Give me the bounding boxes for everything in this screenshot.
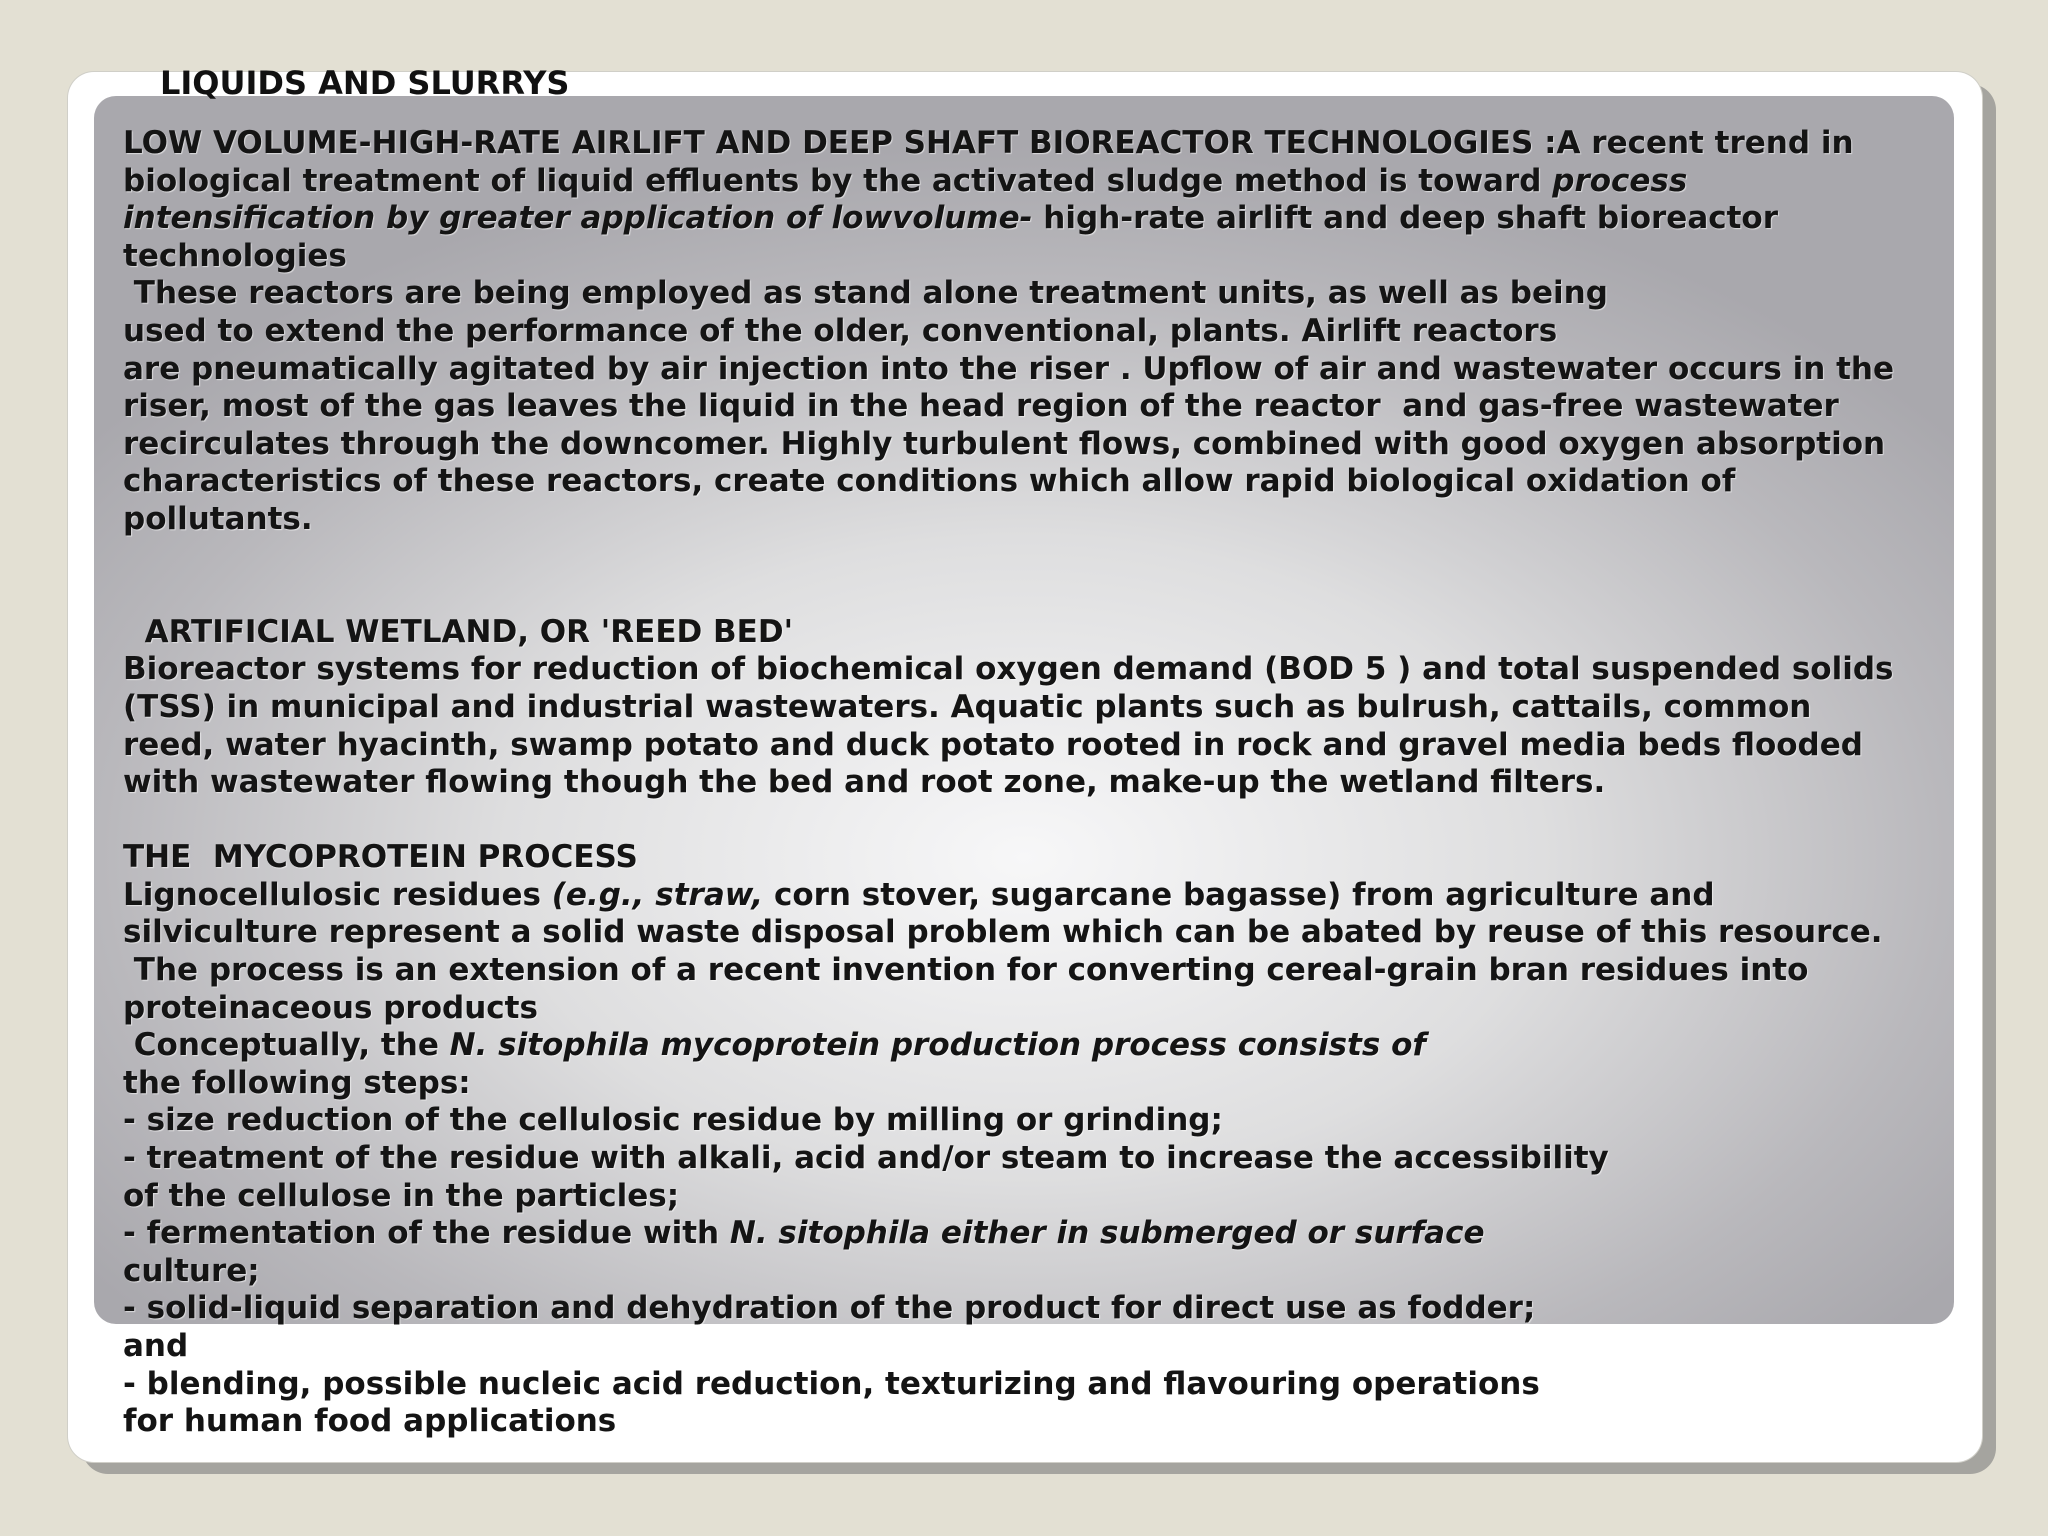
section-heading: THE MYCOPROTEIN PROCESS [123,839,638,876]
spacer [123,539,2003,577]
list-item-continuation: of the cellulose in the particles; [123,1177,680,1214]
spacer [123,576,2003,614]
paragraph-line [123,200,2003,238]
paragraph-line [123,163,2003,201]
list-item [123,1215,2003,1253]
list-item: - solid-liquid separation and dehydration of the product for direct use as fodder; [123,1290,1536,1327]
paragraph-line: proteinaceous products [123,989,538,1026]
text-run: - fermentation of the residue with [123,1215,730,1252]
paragraph-line: These reactors are being employed as stand alone treatment units, as well as being [123,275,1608,312]
paragraph-line: riser, most of the gas leaves the liquid in the head region of the reactor and gas-free wastewater [123,388,1839,425]
paragraph-line: silviculture represent a solid waste disposal problem which can be abated by reuse of this resource. [123,914,1883,951]
paragraph-line: pollutants. [123,500,313,537]
paragraph-line: are pneumatically agitated by air injection into the riser . Upflow of air and wastewater occurs in the [123,350,1895,387]
airlift-section [123,125,2003,539]
paragraph-line: LOW VOLUME-HIGH-RATE AIRLIFT AND DEEP SHAFT BIOREACTOR TECHNOLOGIES :A recent trend in [123,125,1854,161]
paragraph-line [123,1027,2003,1065]
list-item-continuation: for human food applications [123,1403,617,1440]
italic-text: process [1552,162,1688,199]
italic-text: (e.g., straw, [551,876,764,913]
paragraph-line: characteristics of these reactors, create conditions which allow rapid biological oxidation of [123,463,1736,500]
wetland-section [123,614,2003,802]
paragraph-line: with wastewater flowing though the bed and root zone, make-up the wetland filters. [123,764,1606,801]
paragraph-line: The process is an extension of a recent invention for converting cereal-grain bran residues into [123,952,1809,989]
paragraph-line: Bioreactor systems for reduction of biochemical oxygen demand (BOD 5 ) and total suspended solids [123,651,1894,688]
italic-text: N. sitophila either in submerged or surface [729,1215,1485,1252]
paragraph-line: (TSS) in municipal and industrial wastewaters. Aquatic plants such as bulrush, cattails, common [123,688,1812,725]
paragraph-line: the following steps: [123,1064,471,1101]
list-item: - blending, possible nucleic acid reduction, texturizing and flavouring operations [123,1365,1540,1402]
list-item-continuation: and [123,1328,189,1364]
paragraph-line: recirculates through the downcomer. Highly turbulent flows, combined with good oxygen absorption [123,425,1886,462]
italic-text: N. sitophila mycoprotein production process consists of [449,1027,1426,1064]
mycoprotein-section [123,839,2003,1441]
spacer [123,802,2003,840]
list-item: - treatment of the residue with alkali, acid and/or steam to increase the accessibility [123,1140,1609,1177]
italic-text: intensification by greater application of lowvolume- [123,200,1033,237]
slide-body [123,125,2003,1441]
list-item-continuation: culture; [123,1252,260,1289]
text-run: high-rate airlift and deep shaft bioreactor [1032,200,1779,237]
section-heading: ARTIFICIAL WETLAND, OR 'REED BED' [123,613,794,650]
text-run: Lignocellulosic residues [123,876,552,913]
paragraph-line [123,877,2003,915]
text-run: biological treatment of liquid effluents by the activated sludge method is toward [123,162,1553,199]
list-item: - size reduction of the cellulosic residue by milling or grinding; [123,1102,1223,1139]
text-run: Conceptually, the [123,1027,450,1064]
text-run: corn stover, sugarcane bagasse) from agriculture and [763,876,1715,913]
paragraph-line: reed, water hyacinth, swamp potato and duck potato rooted in rock and gravel media beds flooded [123,726,1863,763]
slide-title: LIQUIDS AND SLURRYS [160,64,570,102]
paragraph-line: used to extend the performance of the older, conventional, plants. Airlift reactors [123,312,1558,349]
paragraph-line: technologies [123,237,347,274]
